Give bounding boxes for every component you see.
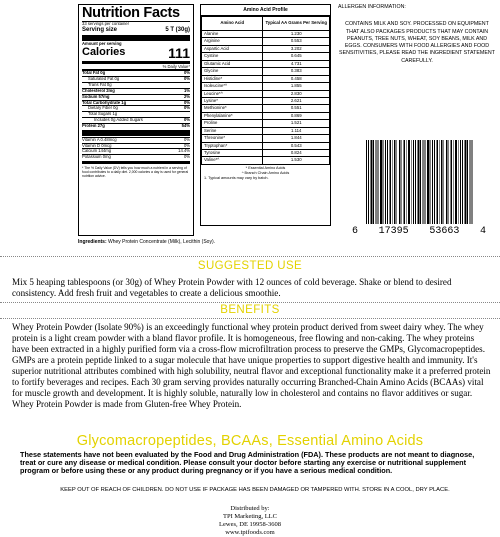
amino-row [202, 38, 330, 45]
vitamin-label: Vitamin D 0mcg [82, 142, 112, 148]
amino-note: ^ Branch Chain Amino Acids [241, 170, 290, 175]
amino-name: Alanine [202, 31, 263, 38]
amino-row [202, 135, 330, 142]
amino-grams: 0.824 [263, 150, 330, 157]
amino-grams: 3.202 [263, 45, 330, 52]
amino-grams: 2.621 [263, 97, 330, 104]
barcode-digit-group: 6 [352, 226, 359, 237]
amino-grams: 1.230 [263, 31, 330, 38]
amino-name: Tryptophan* [202, 142, 263, 149]
allergen-info [338, 4, 496, 132]
distributor-web[interactable]: www.tpifoods.com [225, 529, 275, 536]
amino-row [202, 31, 330, 38]
nutrient-label: Sodium 57mg [82, 93, 110, 99]
nutrient-dv: 2% [183, 93, 190, 99]
amino-col-acid: Amino Acid [202, 17, 263, 31]
amino-row [202, 45, 330, 52]
nutrition-facts-panel [78, 4, 194, 236]
suggested-use-heading: SUGGESTED USE [197, 260, 303, 272]
amino-row [202, 112, 330, 119]
amino-name: Valine*^ [202, 157, 263, 164]
amino-grams: 0.551 [263, 105, 330, 112]
vitamin-label: Vitamin A 0.48mcg [82, 136, 117, 142]
amino-row [202, 83, 330, 90]
amino-row [202, 90, 330, 97]
amino-name: Lysine* [202, 97, 263, 104]
vitamin-label: Potassium 0mg [82, 154, 111, 160]
serving-size-label: Serving size [82, 26, 118, 33]
nutrient-dv: 0% [183, 99, 190, 105]
amino-col-grams: Typical AA Grams Per Serving [263, 17, 330, 31]
nutrient-dv: 0% [183, 70, 190, 76]
nutrient-row [82, 123, 190, 129]
nutrient-label: Total Carbohydrate 1g [82, 99, 127, 105]
amino-grams: 1.844 [263, 135, 330, 142]
barcode-digit-group: 53663 [429, 226, 460, 237]
distributor-city: Lewes, DE 19958-3608 [219, 521, 281, 528]
benefits-text: Whey Protein Powder (Isolate 90%) is an exceedingly functional whey protein product derived from sweet dairy whey. The whey protein is a light cream powder with a bland flavor profile. It is homogeneous, free flowing and non-caking. The whey proteins have been extracted in a highly purified form via a cross-flow microfiltration process to preserve the GMPs, Glycomacropeptides. GMPs are a protein peptide linked to a sugar molecule that have unique properties to support digestive health and immunity. It's superior nutritional attributes combined with high solubility, neutral flavor and exceptional functionality make it a preferred protein to fortify beverages and recipes. Each 30 gram serving provides naturally occurring Branched-Chain Amino Acids (BCAAs) vital for muscle growth and development. It is highly soluble, naturally low in cholesterol and contains no flavor additives or sugar. Whey Protein Powder is made from Gluten-free Whey Protein. [12, 322, 491, 409]
serving-size-value: 5 T (30g) [165, 26, 190, 33]
amino-name: Isoleucine*^ [202, 83, 263, 90]
amino-grams: 1.521 [263, 120, 330, 127]
vitamin-label: Calcium 144mg [82, 148, 112, 154]
fda-disclaimer: These statements have not been evaluated by the Food and Drug Administration (FDA). These products are not meant to diagnose, treat or cure any disease or medical condition. Please consult your doctor before starting any exercise or nutritional supplement program or before using these or any product during pregnancy or if you have a serious medical condition. [20, 450, 475, 475]
amino-row [202, 150, 330, 157]
vitamin-rows [82, 137, 190, 160]
amino-name: Serine [202, 127, 263, 134]
nutrient-label: Total Sugars 1g [88, 111, 118, 117]
nutrient-label: Protein 27g [82, 122, 105, 128]
nutrition-title: Nutrition Facts [82, 5, 180, 21]
nutrient-dv: 0% [183, 105, 190, 111]
amino-grams: 0.543 [263, 142, 330, 149]
distributor-label: Distributed by: [230, 505, 270, 512]
distributor-name: TPI Marketing, LLC [223, 513, 277, 520]
amino-name: Methionine* [202, 105, 263, 112]
amino-row [202, 75, 330, 82]
suggested-use-text: Mix 5 heaping tablespoons (or 30g) of Whey Protein Powder with 12 ounces of cold beverage. Shake or blend to desired consistency. Add fresh fruit and vegetables to create a delicious smoothie. [12, 277, 452, 298]
divider [0, 256, 500, 257]
barcode-bars [366, 140, 474, 224]
amino-name: Histidine* [202, 75, 263, 82]
amino-grams: 0.553 [263, 38, 330, 45]
nutrient-dv: 1% [183, 87, 190, 93]
vitamin-dv: 0% [183, 136, 190, 142]
barcode-digit-group: 4 [479, 226, 486, 237]
amino-table [201, 16, 330, 165]
amino-notes [201, 165, 330, 182]
nutrient-label: Trans Fat 0g [88, 82, 112, 88]
amino-name: Phenylalanine* [202, 112, 263, 119]
amino-grams: 0.869 [263, 112, 330, 119]
amino-name: Threonine* [202, 135, 263, 142]
amino-name: Proline [202, 120, 263, 127]
amino-row [202, 157, 330, 164]
amino-row [202, 105, 330, 112]
nutrient-dv: 0% [183, 76, 190, 82]
servings-per-container: 33 servings per container [82, 21, 130, 26]
amino-name: Leucine*^ [202, 90, 263, 97]
amino-row [202, 97, 330, 104]
amino-grams: 0.645 [263, 53, 330, 60]
nutrient-dv: 0% [183, 117, 190, 123]
ingredients [78, 237, 328, 249]
amino-note: * Essential Amino Acids [245, 165, 286, 170]
nutrient-dv: 54% [181, 122, 190, 128]
nutrient-label: Saturated Fat 0g [88, 76, 120, 82]
amino-row [202, 60, 330, 67]
vitamin-row [82, 154, 190, 160]
divider [0, 302, 500, 303]
amino-acid-profile [200, 4, 331, 226]
amino-name: Glutamic Acid [202, 60, 263, 67]
amount-per-serving: Amount per serving [82, 40, 122, 46]
amino-row [202, 142, 330, 149]
amino-name: Tyrosine [202, 150, 263, 157]
vitamin-dv: 0% [183, 154, 190, 160]
warning-text: KEEP OUT OF REACH OF CHILDREN. DO NOT USE IF PACKAGE HAS BEEN DAMAGED OR TAMPERED WITH. STORE IN A COOL, DRY PLACE. [60, 487, 450, 493]
amino-name: Cystine [202, 53, 263, 60]
barcode [352, 140, 486, 250]
highlight-tagline: Glycomacropeptides, BCAAs, Essential Amino Acids [76, 433, 424, 449]
nutrition-footnote: * The % Daily Value (DV) tells you how much a nutrient in a serving of food contributes to a daily diet. 2,000 calories a day is used for general nutrition advice. [82, 166, 189, 179]
vitamin-dv: 14.4% [178, 148, 190, 154]
amino-name: Aspartic Acid [202, 45, 263, 52]
dv-header: % Daily Value* [162, 63, 190, 69]
vitamin-dv: 0% [183, 142, 190, 148]
amino-row [202, 120, 330, 127]
amino-row [202, 68, 330, 75]
amino-name: Arginine [202, 38, 263, 45]
distributor-block [170, 505, 330, 537]
amino-grams: 0.383 [263, 68, 330, 75]
amino-note: 1. Typical amounts may vary by batch. [204, 175, 269, 180]
barcode-digits [352, 226, 486, 237]
allergen-heading: ALLERGEN INFORMATION: [338, 4, 406, 10]
amino-name: Glycine [202, 68, 263, 75]
allergen-body: CONTAINS MILK AND SOY. PROCESSED ON EQUIPMENT THAT ALSO PACKAGES PRODUCTS THAT MAY CONTAIN PEANUTS, TREE NUTS, WHEAT, SOY BEANS, MILK AND EGGS. CONSUMERS WITH FOOD ALLERGIES AND FOOD SENSITIVITIES, PLEASE READ THE INGREDIENT STATEMENT CAREFULLY. [339, 21, 495, 64]
amino-grams: 4.731 [263, 60, 330, 67]
amino-title: Amino Acid Profile [201, 5, 330, 16]
amino-grams: 1.530 [263, 157, 330, 164]
amino-grams: 1.855 [263, 83, 330, 90]
barcode-digit-group: 17395 [378, 226, 409, 237]
calories-label: Calories [82, 45, 126, 58]
divider [0, 318, 500, 319]
nutrient-label: Total Fat 0g [82, 70, 106, 76]
ingredients-text: Whey Protein Concentrate (Milk), Lecithin (Soy). [108, 239, 215, 245]
benefits-heading: BENEFITS [220, 304, 280, 316]
nutrient-label: Cholesterol 2mg [82, 87, 115, 93]
amino-grams: 0.458 [263, 75, 330, 82]
nutrient-rows [82, 70, 190, 128]
amino-row [202, 53, 330, 60]
ingredients-label: Ingredients: [78, 239, 107, 245]
amino-grams: 1.114 [263, 127, 330, 134]
nutrient-label: Dietary Fiber 0g [88, 105, 118, 111]
calories-value: 111 [168, 44, 190, 61]
amino-grams: 2.830 [263, 90, 330, 97]
nutrient-label: Includes 0g Added Sugars [94, 117, 143, 123]
amino-row [202, 127, 330, 134]
